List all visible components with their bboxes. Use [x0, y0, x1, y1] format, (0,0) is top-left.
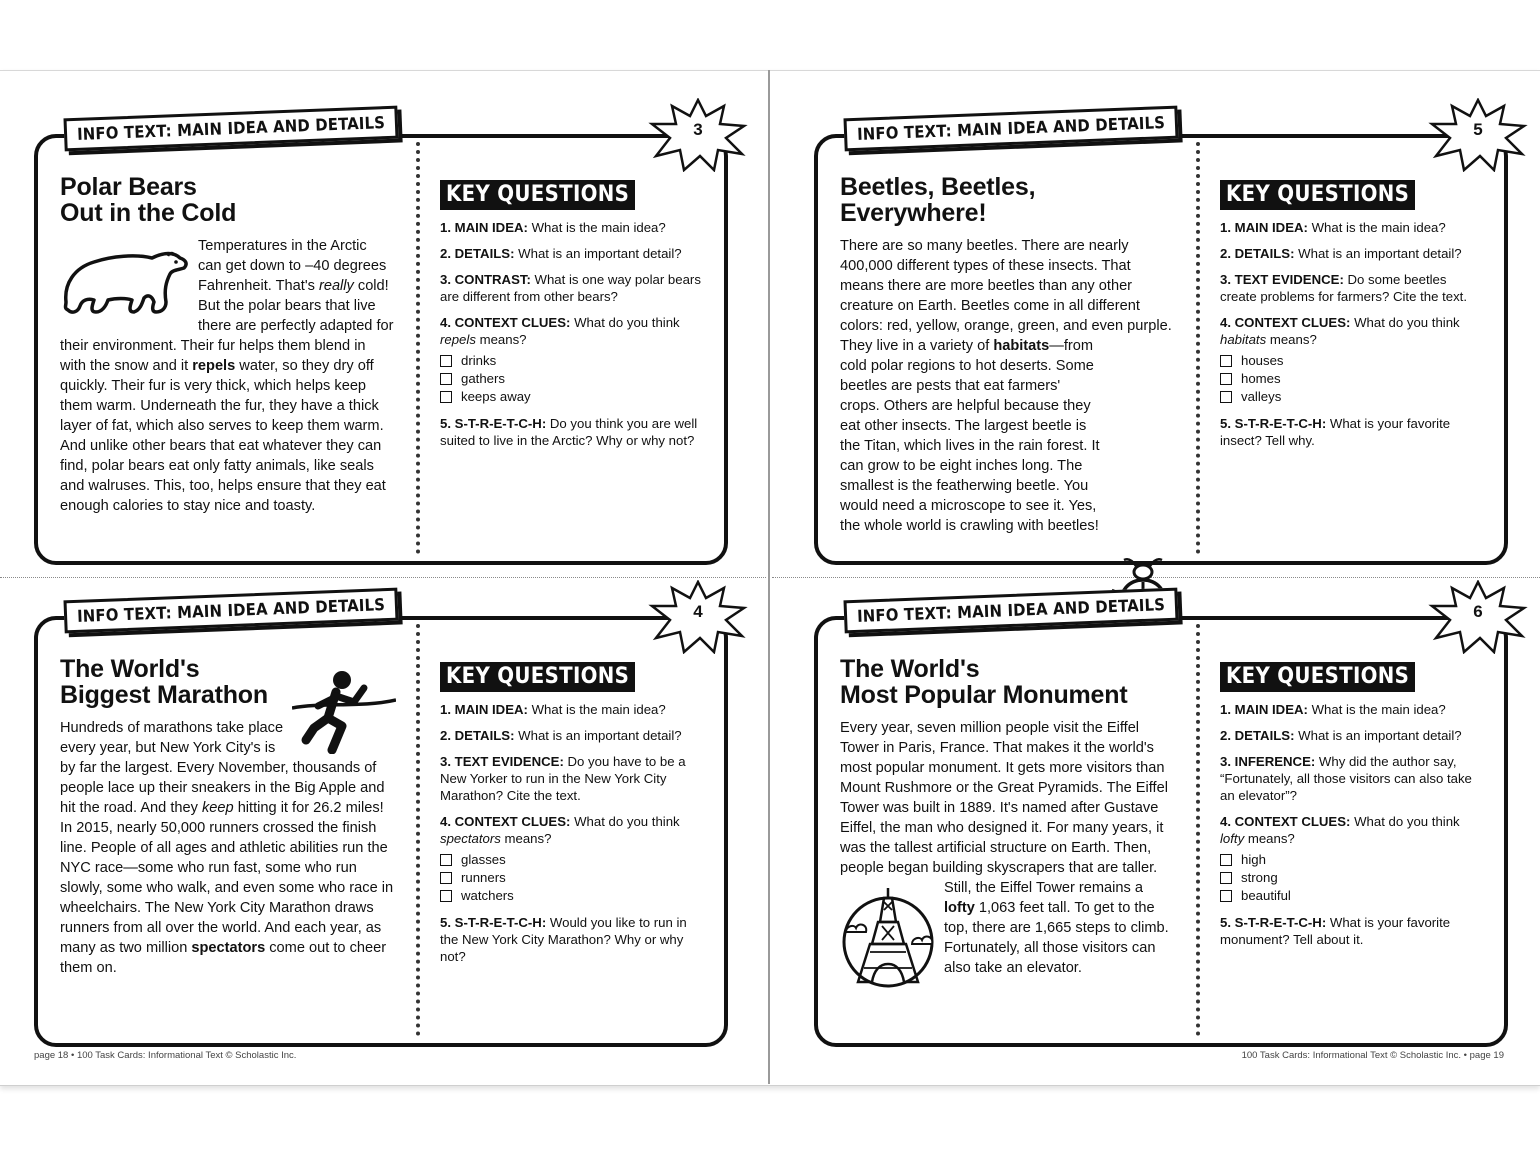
question-4: 4. CONTEXT CLUES: What do you think repels means? [440, 315, 680, 347]
card-title: Polar Bears Out in the Cold [60, 173, 237, 227]
answer-choices [440, 352, 704, 406]
card-divider [1196, 624, 1200, 1036]
question-1: 1. MAIN IDEA: What is the main idea? [440, 702, 666, 717]
book-spine [768, 70, 770, 1084]
checkbox[interactable] [1220, 373, 1232, 385]
checkbox[interactable] [440, 373, 452, 385]
card-divider [1196, 142, 1200, 554]
answer-choice[interactable]: houses [1220, 352, 1484, 370]
passage-text: There are so many beetles. There are nearly 400,000 different types of these insects. That means there are more beetles than any other creature on Earth. Beetles come in all different colors: red, yellow, orange, green, and even purple. They live in a variety of habitats —from cold polar regions to hot deserts. Some beetles are pests that eat farmers' crops. Others are helpful because they eat other insects. The largest beetle is the Titan, which lives in the rain forest. It can grow to be eight inches long. The smallest is the featherwing beetle. You would need a microscope to see it. Yes, the whole world is crawling with beetles! [840, 236, 1176, 632]
question-5: 5. S-T-R-E-T-C-H: Would you like to run in the New York City Marathon? Why or why not? [440, 915, 687, 964]
runner-icon [292, 670, 396, 754]
question-4: 4. CONTEXT CLUES: What do you think habitats means? [1220, 315, 1460, 347]
answer-choice[interactable]: gathers [440, 370, 704, 388]
task-card-4 [34, 595, 724, 1049]
card-number: 3 [693, 120, 703, 139]
checkbox[interactable] [1220, 890, 1232, 902]
card-number-starburst [648, 580, 748, 654]
card-number-starburst [1428, 580, 1528, 654]
question-2: 2. DETAILS: What is an important detail? [1220, 246, 1462, 261]
answer-choices [440, 851, 704, 905]
question-3: 3. TEXT EVIDENCE: Do some beetles create problems for farmers? Cite the text. [1220, 272, 1467, 304]
answer-choice[interactable]: drinks [440, 352, 704, 370]
key-questions-heading: KEY QUESTIONS [440, 662, 635, 692]
card-number-starburst [648, 98, 748, 172]
question-5: 5. S-T-R-E-T-C-H: What is your favorite insect? Tell why. [1220, 416, 1451, 448]
key-questions [440, 662, 704, 965]
card-divider [416, 624, 420, 1036]
question-2: 2. DETAILS: What is an important detail? [440, 246, 682, 261]
card-banner: INFO TEXT: MAIN IDEA AND DETAILS [63, 588, 398, 634]
answer-choices [1220, 851, 1484, 905]
question-1: 1. MAIN IDEA: What is the main idea? [1220, 702, 1446, 717]
question-5: 5. S-T-R-E-T-C-H: Do you think you are well suited to live in the Arctic? Why or why not? [440, 416, 698, 448]
key-questions [1220, 662, 1484, 948]
card-banner: INFO TEXT: MAIN IDEA AND DETAILS [63, 106, 398, 152]
card-number: 6 [1473, 602, 1483, 621]
checkbox[interactable] [440, 355, 452, 367]
checkbox[interactable] [440, 890, 452, 902]
key-questions-heading: KEY QUESTIONS [1220, 180, 1415, 210]
card-divider [416, 142, 420, 554]
key-questions [1220, 180, 1484, 449]
question-4: 4. CONTEXT CLUES: What do you think spectators means? [440, 814, 680, 846]
checkbox[interactable] [1220, 854, 1232, 866]
footer-right: 100 Task Cards: Informational Text © Scholastic Inc. • page 19 [1241, 1050, 1504, 1061]
answer-choices [1220, 352, 1484, 406]
card-title: The World's Biggest Marathon [60, 655, 268, 709]
question-2: 2. DETAILS: What is an important detail? [1220, 728, 1462, 743]
card-banner: INFO TEXT: MAIN IDEA AND DETAILS [843, 106, 1178, 152]
key-questions-heading: KEY QUESTIONS [1220, 662, 1415, 692]
task-card-6 [814, 595, 1504, 1049]
answer-choice[interactable]: keeps away [440, 388, 704, 406]
checkbox[interactable] [440, 872, 452, 884]
answer-choice[interactable]: homes [1220, 370, 1484, 388]
passage-rest: —from cold polar regions to hot deserts. Some beetles are pests that eat farmers' crops. Others are helpful because they eat other insects. The largest beetle is the Titan, which lives in the rain forest. It can grow to be eight inches long. The smallest is the featherwing beetle. You would need a microscope to see it. Yes, the whole world is crawling with beetles! [840, 338, 1100, 534]
answer-choice[interactable]: runners [440, 869, 704, 887]
answer-choice[interactable]: strong [1220, 869, 1484, 887]
passage-text: Hundreds of marathons take place every year, but New York City's is by far the largest. Every November, thousands of people lace up their sneakers in the Big Apple and hit the road. And they keep hitting it for 26.2 miles! In 2015, nearly 50,000 runners crossed the finish line. People of all ages and athletic abilities run the NYC race—some who run fast, some who run slowly, some who walk, and even some who race in wheelchairs. The New York City Marathon draws runners from all over the world. And each year, as many as two million spectators come out to cheer them on. [60, 718, 396, 978]
question-5: 5. S-T-R-E-T-C-H: What is your favorite monument? Tell about it. [1220, 915, 1451, 947]
passage-text: Temperatures in the Arctic can get down to –40 degrees Fahrenheit. That's really cold! But the polar bears that live there are perfectly adapted for their environment. Their fur helps them blend in with the snow and it repels water, so they dry off quickly. Their fur is very thick, which helps keep them warm. Underneath the fur, they have a thick layer of fat, which also serves to keep them warm. And unlike other bears that eat whatever they can find, polar bears eat only fatty animals, like seals and walruses. This, too, helps ensure that they eat enough calories to stay nice and toasty. [60, 238, 394, 514]
checkbox[interactable] [440, 391, 452, 403]
card-title: Beetles, Beetles, Everywhere! [840, 173, 1036, 227]
question-1: 1. MAIN IDEA: What is the main idea? [440, 220, 666, 235]
task-card-3 [34, 113, 724, 567]
card-number: 5 [1473, 120, 1483, 139]
checkbox[interactable] [1220, 872, 1232, 884]
eiffel-tower-icon [840, 882, 936, 992]
question-3: 3. CONTRAST: What is one way polar bears are different from other bears? [440, 272, 701, 304]
question-3: 3. INFERENCE: Why did the author say, “Fortunately, all those visitors can also take an elevator”? [1220, 754, 1472, 803]
question-4: 4. CONTEXT CLUES: What do you think lofty means? [1220, 814, 1460, 846]
passage-text: Every year, seven million people visit the Eiffel Tower in Paris, France. That makes it the world's most popular monument. It gets more visitors than Mount Rushmore or the Great Pyramids. The Eiffel Tower was built in 1889. It's named after Gustave Eiffel, the man who designed it. For many years, it was the tallest artificial structure on Earth. Then, people began building skyscrapers that are taller. Still, the Eiffel Tower remains a lofty 1,063 feet tall. To get to the top, there are 1,665 steps to climb. Fortunately, all those visitors can also take an elevator. [840, 718, 1176, 992]
answer-choice[interactable]: high [1220, 851, 1484, 869]
checkbox[interactable] [1220, 391, 1232, 403]
task-card-5 [814, 113, 1504, 567]
key-questions-heading: KEY QUESTIONS [440, 180, 635, 210]
card-banner: INFO TEXT: MAIN IDEA AND DETAILS [843, 588, 1178, 634]
card-number: 4 [693, 602, 703, 621]
question-2: 2. DETAILS: What is an important detail? [440, 728, 682, 743]
checkbox[interactable] [440, 854, 452, 866]
answer-choice[interactable]: watchers [440, 887, 704, 905]
question-3: 3. TEXT EVIDENCE: Do you have to be a New Yorker to run in the New York City Marathon? Cite the text. [440, 754, 686, 803]
answer-choice[interactable]: valleys [1220, 388, 1484, 406]
answer-choice[interactable]: beautiful [1220, 887, 1484, 905]
cut-line-left [0, 577, 766, 578]
question-1: 1. MAIN IDEA: What is the main idea? [1220, 220, 1446, 235]
card-title: The World's Most Popular Monument [840, 655, 1128, 709]
polar-bear-icon [60, 240, 190, 318]
card-number-starburst [1428, 98, 1528, 172]
answer-choice[interactable]: glasses [440, 851, 704, 869]
checkbox[interactable] [1220, 355, 1232, 367]
footer-left: page 18 • 100 Task Cards: Informational Text © Scholastic Inc. [34, 1050, 297, 1061]
key-questions [440, 180, 704, 449]
